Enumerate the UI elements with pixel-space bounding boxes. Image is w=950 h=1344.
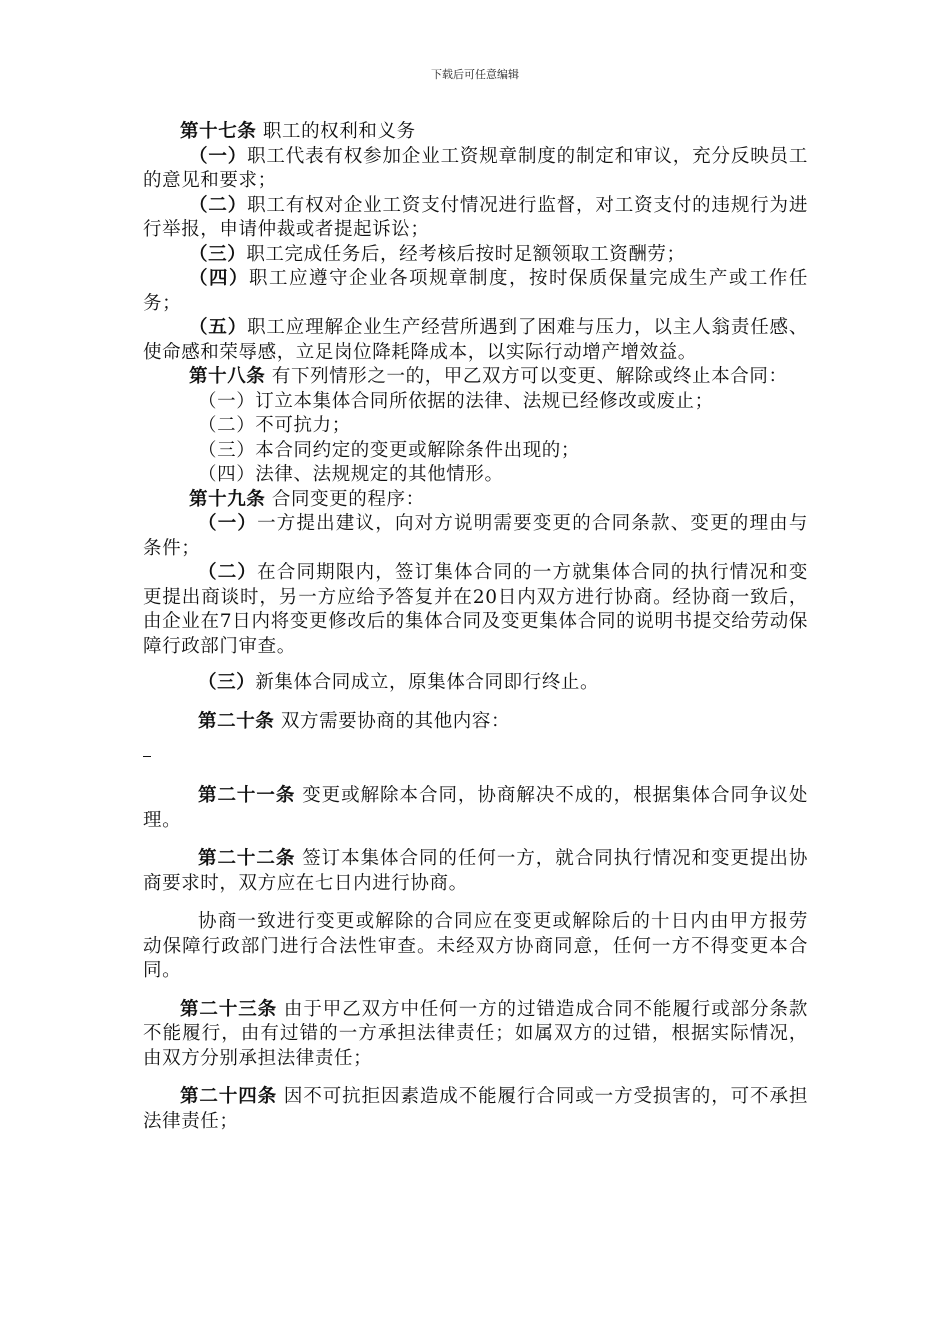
article-19-item-1: （一）一方提出建议，向对方说明需要变更的合同条款、变更的理由与条件；: [143, 513, 808, 559]
blank-fill-area: [143, 734, 808, 770]
article-21-title: 第二十一条: [198, 785, 296, 806]
article-17-item-3: （三）职工完成任务后，经考核后按时足额领取工资酬劳；: [189, 243, 686, 265]
article-21-text: 变更或解除本合同，协商解决不成的，根据集体合同争议处理。: [143, 785, 808, 831]
article-17-heading: [143, 120, 808, 145]
blank-underline: [143, 756, 151, 757]
article-17-item-2: （二）职工有权对企业工资支付情况进行监督，对工资支付的违规行为进行举报，申请仲裁或者提起诉讼；: [143, 194, 808, 240]
article-18-item-4: （四）法律、法规规定的其他情形。: [198, 464, 504, 485]
article-24-title: 第二十四条: [180, 1086, 278, 1107]
article-22-heading: [143, 847, 808, 896]
article-18-item-3: （三）本合同约定的变更或解除条件出现的；: [198, 439, 581, 461]
article-23-title: 第二十三条: [180, 998, 278, 1020]
article-18-item-2: （二）不可抗力；: [198, 415, 351, 436]
article-24-heading: [143, 1085, 808, 1134]
article-17-text: 职工的权利和义务: [256, 121, 416, 142]
article-19-title: 第十九条: [189, 488, 266, 510]
article-19-item-3: （三）新集体合同成立，原集体合同即行终止。: [198, 672, 600, 693]
article-17-item-4: （四）职工应遵守企业各项规章制度，按时保质保量完成生产或工作任务；: [143, 268, 808, 314]
article-19-item-2: （二）在合同期限内，签订集体合同的一方就集体合同的执行情况和变更提出商谈时，另一方应给予答复并在20日内双方进行协商。经协商一致后，由企业在7日内将变更修改后的集体合同及变更集体合同的说明书提交给劳动保障行政部门审查。: [143, 562, 808, 657]
article-20-text: 双方需要协商的其他内容：: [274, 710, 511, 732]
article-23-text: 由于甲乙双方中任何一方的过错造成合同不能履行或部分条款不能履行，由有过错的一方承担法律责任；如属双方的过错，根据实际情况，由双方分别承担法律责任；: [143, 998, 808, 1069]
article-21-heading: [143, 784, 808, 833]
article-20-title: 第二十条: [198, 710, 275, 732]
article-22-text: 签订本集体合同的任何一方，就合同执行情况和变更提出协商要求时，双方应在七日内进行协商。: [143, 848, 808, 894]
article-19-heading: [143, 488, 808, 513]
article-18-item-1: （一）订立本集体合同所依据的法律、法规已经修改或废止；: [198, 390, 714, 412]
article-17-title: 第十七条: [180, 121, 257, 142]
article-22-paragraph-2: 协商一致进行变更或解除的合同应在变更或解除后的十日内由甲方报劳动保障行政部门进行合法性审查。未经双方协商同意，任何一方不得变更本合同。: [143, 911, 808, 981]
article-22-title: 第二十二条: [198, 848, 296, 869]
article-20-heading: [143, 710, 808, 735]
article-17-item-1: （一）职工代表有权参加企业工资规章制度的制定和审议，充分反映员工的意见和要求；: [143, 145, 808, 191]
page-header: 下载后可任意编辑: [431, 68, 519, 81]
article-18-heading: [143, 365, 808, 390]
document-body: [143, 120, 808, 1134]
article-19-text: 合同变更的程序：: [265, 488, 425, 510]
article-24-text: 因不可抗拒因素造成不能履行合同或一方受损害的，可不承担法律责任；: [143, 1086, 808, 1132]
article-23-heading: [143, 998, 808, 1072]
article-18-title: 第十八条: [189, 366, 266, 387]
article-18-text: 有下列情形之一的，甲乙双方可以变更、解除或终止本合同：: [265, 366, 788, 387]
article-17-item-5: （五）职工应理解企业生产经营所遇到了困难与压力，以主人翁责任感、使命感和荣辱感，立足岗位降耗降成本，以实际行动增产增效益。: [143, 317, 808, 363]
